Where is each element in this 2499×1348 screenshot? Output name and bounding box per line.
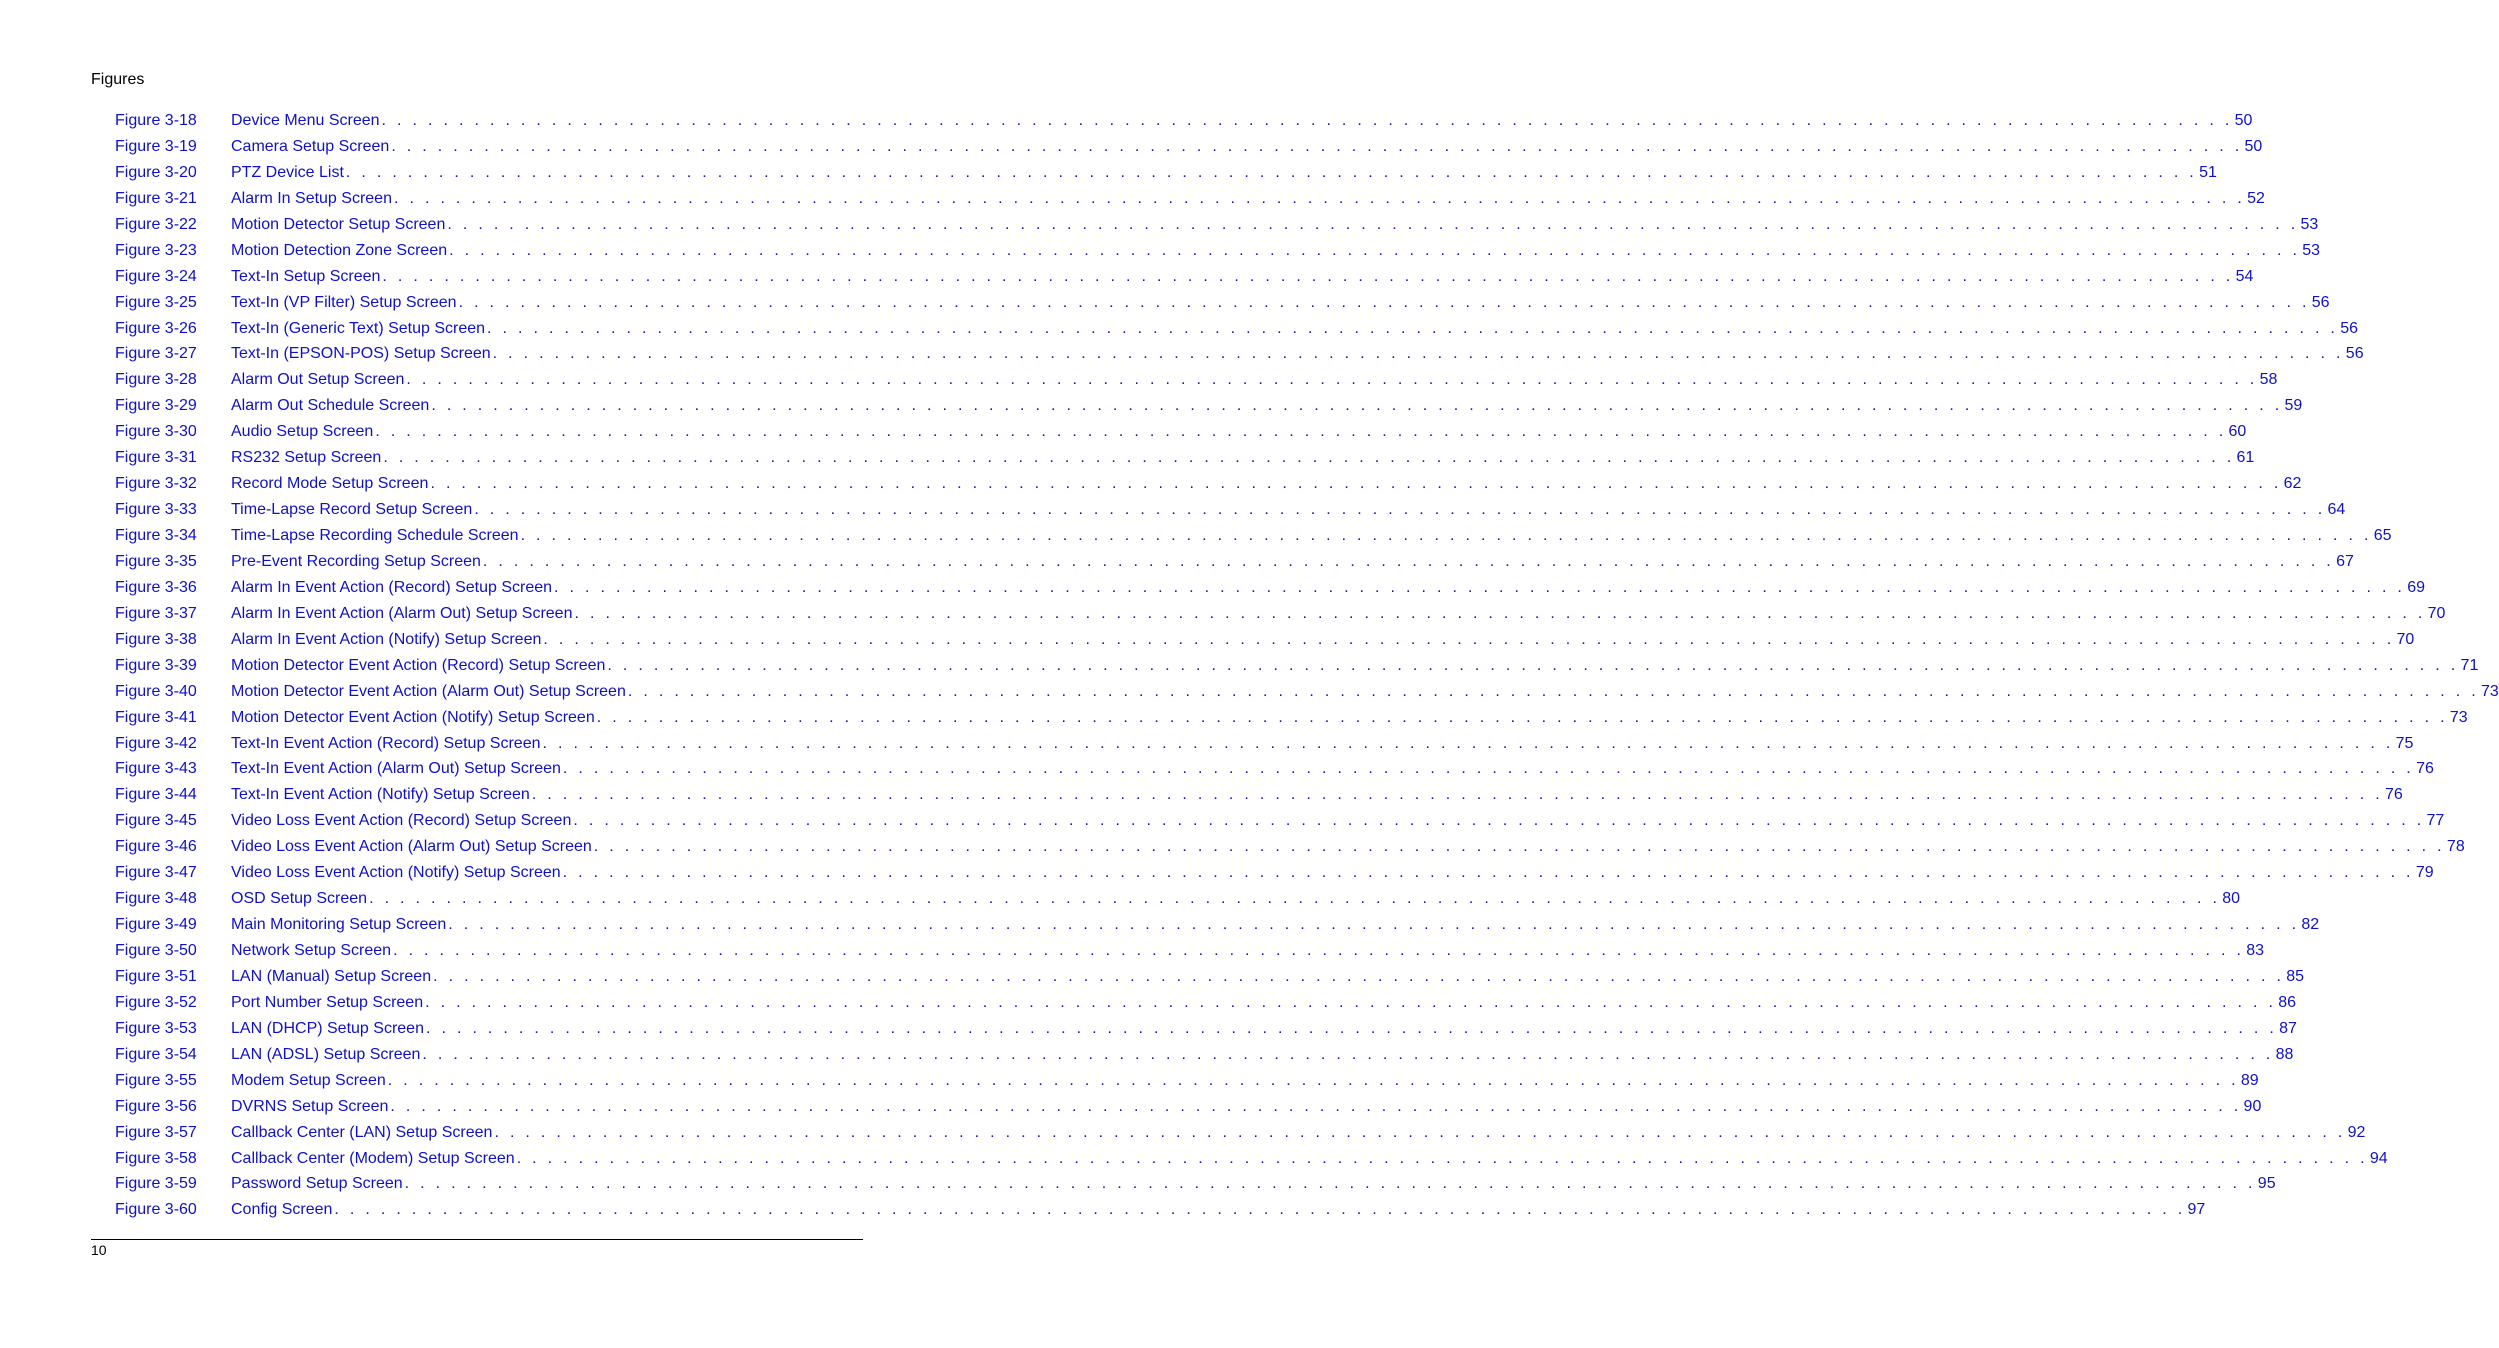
dot-leader: . . . . . . . . . . . . . . . . . . . . . . . . . . . . . . . . . . . . . . . . . . . . . . . . . . . . . . . . . . . . . . . . . . . . . . . . . . . . . . . . . . . . . . . . . . . . . . . . . . . . . . . . . . . . . . . . . . . . . . . . bbox=[627, 682, 2479, 700]
figure-page-number[interactable]: 75 bbox=[2395, 734, 2414, 752]
figure-entry[interactable] bbox=[115, 812, 2445, 838]
figure-number[interactable]: Figure 3-26 bbox=[115, 319, 197, 337]
figure-title-link[interactable]: Text-In (VP Filter) Setup Screen bbox=[231, 293, 457, 311]
figure-title-link[interactable]: Callback Center (LAN) Setup Screen bbox=[231, 1123, 493, 1141]
figure-list bbox=[115, 112, 2499, 1227]
figure-entry[interactable] bbox=[115, 786, 2403, 812]
figure-number[interactable]: Figure 3-50 bbox=[115, 942, 197, 959]
figure-number[interactable]: Figure 3-55 bbox=[115, 1071, 197, 1089]
figure-page-number[interactable]: 97 bbox=[2187, 1201, 2206, 1219]
figure-number[interactable]: Figure 3-34 bbox=[115, 527, 197, 544]
figure-title-link[interactable]: Alarm Out Setup Screen bbox=[231, 371, 405, 389]
figure-page-number[interactable]: 77 bbox=[2426, 812, 2445, 830]
figure-number[interactable]: Figure 3-45 bbox=[115, 812, 197, 830]
figure-entry[interactable] bbox=[115, 319, 2358, 346]
figure-title-link[interactable]: LAN (ADSL) Setup Screen bbox=[231, 1045, 421, 1063]
figure-number[interactable]: Figure 3-49 bbox=[115, 916, 197, 934]
figure-number[interactable]: Figure 3-32 bbox=[115, 475, 197, 493]
dot-leader: . . . . . . . . . . . . . . . . . . . . . . . . . . . . . . . . . . . . . . . . . . . . . . . . . . . . . . . . . . . . . . . . . . . . . . . . . . . . . . . . . . . . . . . . . . . . . . . . . . . . . . . . . . . . . . . . . . . . . . . . bbox=[562, 864, 2414, 882]
figure-page-number[interactable]: 60 bbox=[2228, 423, 2247, 441]
figure-title-link[interactable]: Video Loss Event Action (Record) Setup Screen bbox=[231, 812, 572, 830]
dot-leader: . . . . . . . . . . . . . . . . . . . . . . . . . . . . . . . . . . . . . . . . . . . . . . . . . . . . . . . . . . . . . . . . . . . . . . . . . . . . . . . . . . . . . . . . . . . . . . . . . . . . . . . . . . . . . . . . . . . . . . . . bbox=[375, 423, 2227, 441]
dot-leader: . . . . . . . . . . . . . . . . . . . . . . . . . . . . . . . . . . . . . . . . . . . . . . . . . . . . . . . . . . . . . . . . . . . . . . . . . . . . . . . . . . . . . . . . . . . . . . . . . . . . . . . . . . . . . . . . . . . . . . . . bbox=[391, 137, 2243, 155]
dot-leader: . . . . . . . . . . . . . . . . . . . . . . . . . . . . . . . . . . . . . . . . . . . . . . . . . . . . . . . . . . . . . . . . . . . . . . . . . . . . . . . . . . . . . . . . . . . . . . . . . . . . . . . . . . . . . . . . . . . . . . . . bbox=[596, 708, 2448, 726]
figure-page-number[interactable]: 85 bbox=[2286, 967, 2305, 985]
figure-page-number[interactable]: 50 bbox=[2234, 112, 2253, 129]
dot-leader: . . . . . . . . . . . . . . . . . . . . . . . . . . . . . . . . . . . . . . . . . . . . . . . . . . . . . . . . . . . . . . . . . . . . . . . . . . . . . . . . . . . . . . . . . . . . . . . . . . . . . . . . . . . . . . . . . . . . . . . . bbox=[447, 215, 2299, 233]
figure-number[interactable]: Figure 3-57 bbox=[115, 1123, 197, 1141]
dot-leader: . . . . . . . . . . . . . . . . . . . . . . . . . . . . . . . . . . . . . . . . . . . . . . . . . . . . . . . . . . . . . . . . . . . . . . . . . . . . . . . . . . . . . . . . . . . . . . . . . . . . . . . . . . . . . . . . . . . . . . . . bbox=[554, 578, 2406, 596]
figure-number[interactable]: Figure 3-60 bbox=[115, 1201, 197, 1219]
dot-leader: . . . . . . . . . . . . . . . . . . . . . . . . . . . . . . . . . . . . . . . . . . . . . . . . . . . . . . . . . . . . . . . . . . . . . . . . . . . . . . . . . . . . . . . . . . . . . . . . . . . . . . . . . . . . . . . . . . . . . . . . bbox=[531, 786, 2383, 804]
dot-leader: . . . . . . . . . . . . . . . . . . . . . . . . . . . . . . . . . . . . . . . . . . . . . . . . . . . . . . . . . . . . . . . . . . . . . . . . . . . . . . . . . . . . . . . . . . . . . . . . . . . . . . . . . . . . . . . . . . . . . . . . bbox=[573, 812, 2425, 830]
figure-title-link[interactable]: Record Mode Setup Screen bbox=[231, 475, 429, 493]
figure-title-link[interactable]: DVRNS Setup Screen bbox=[231, 1097, 389, 1115]
dot-leader: . . . . . . . . . . . . . . . . . . . . . . . . . . . . . . . . . . . . . . . . . . . . . . . . . . . . . . . . . . . . . . . . . . . . . . . . . . . . . . . . . . . . . . . . . . . . . . . . . . . . . . . . . . . . . . . . . . . . . . . . bbox=[593, 838, 2445, 856]
figure-page-number[interactable]: 65 bbox=[2373, 527, 2392, 544]
figure-entry[interactable] bbox=[115, 578, 2425, 605]
figure-title-link[interactable]: Text-In (EPSON-POS) Setup Screen bbox=[231, 345, 491, 363]
dot-leader: . . . . . . . . . . . . . . . . . . . . . . . . . . . . . . . . . . . . . . . . . . . . . . . . . . . . . . . . . . . . . . . . . . . . . . . . . . . . . . . . . . . . . . . . . . . . . . . . . . . . . . . . . . . . . . . . . . . . . . . . bbox=[382, 267, 2234, 285]
figure-page-number[interactable]: 62 bbox=[2283, 475, 2302, 493]
figure-page-number[interactable]: 71 bbox=[2460, 656, 2479, 674]
figure-number[interactable]: Figure 3-52 bbox=[115, 993, 197, 1011]
figure-page-number[interactable]: 58 bbox=[2259, 371, 2278, 389]
figure-title-link[interactable]: PTZ Device List bbox=[231, 163, 344, 181]
dot-leader: . . . . . . . . . . . . . . . . . . . . . . . . . . . . . . . . . . . . . . . . . . . . . . . . . . . . . . . . . . . . . . . . . . . . . . . . . . . . . . . . . . . . . . . . . . . . . . . . . . . . . . . . . . . . . . . . . . . . . . . . bbox=[425, 1019, 2278, 1037]
figure-number[interactable]: Figure 3-58 bbox=[115, 1149, 197, 1167]
figure-entry[interactable] bbox=[115, 942, 2265, 968]
figure-page-number[interactable]: 70 bbox=[2396, 630, 2415, 648]
figure-entry[interactable] bbox=[115, 630, 2415, 657]
dot-leader: . . . . . . . . . . . . . . . . . . . . . . . . . . . . . . . . . . . . . . . . . . . . . . . . . . . . . . . . . . . . . . . . . . . . . . . . . . . . . . . . . . . . . . . . . . . . . . . . . . . . . . . . . . . . . . . . . . . . . . . . bbox=[458, 293, 2310, 311]
dot-leader: . . . . . . . . . . . . . . . . . . . . . . . . . . . . . . . . . . . . . . . . . . . . . . . . . . . . . . . . . . . . . . . . . . . . . . . . . . . . . . . . . . . . . . . . . . . . . . . . . . . . . . . . . . . . . . . . . . . . . . . . bbox=[607, 656, 2459, 674]
figure-page-number[interactable]: 76 bbox=[2416, 760, 2434, 778]
figure-entry[interactable] bbox=[115, 267, 2254, 294]
figure-number[interactable]: Figure 3-18 bbox=[115, 112, 197, 129]
figure-title-link[interactable]: Alarm In Event Action (Notify) Setup Screen bbox=[231, 630, 542, 648]
figure-title-link[interactable]: Motion Detector Event Action (Notify) Setup Screen bbox=[231, 708, 595, 726]
figure-entry[interactable] bbox=[115, 604, 2446, 631]
figure-number[interactable]: Figure 3-48 bbox=[115, 890, 197, 908]
figure-page-number[interactable]: 64 bbox=[2327, 501, 2346, 519]
figure-title-link[interactable]: Text-In Event Action (Record) Setup Screen bbox=[231, 734, 541, 752]
figure-number[interactable]: Figure 3-36 bbox=[115, 578, 197, 596]
figure-entry[interactable] bbox=[115, 293, 2330, 320]
figure-title-link[interactable]: Pre-Event Recording Setup Screen bbox=[231, 552, 481, 570]
figure-number[interactable]: Figure 3-39 bbox=[115, 656, 197, 674]
figure-entry[interactable] bbox=[115, 967, 2305, 994]
figure-number[interactable]: Figure 3-22 bbox=[115, 215, 197, 233]
figure-entry[interactable] bbox=[115, 552, 2354, 579]
figure-page-number[interactable]: 82 bbox=[2301, 916, 2320, 934]
figure-title-link[interactable]: Motion Detector Event Action (Alarm Out) Setup Screen bbox=[231, 682, 626, 700]
figure-number[interactable]: Figure 3-28 bbox=[115, 371, 197, 389]
figure-number[interactable]: Figure 3-59 bbox=[115, 1175, 197, 1193]
dot-leader: . . . . . . . . . . . . . . . . . . . . . . . . . . . . . . . . . . . . . . . . . . . . . . . . . . . . . . . . . . . . . . . . . . . . . . . . . . . . . . . . . . . . . . . . . . . . . . . . . . . . . . . . . . . . . . . . . . . . . . . . bbox=[345, 163, 2198, 181]
figure-entry[interactable] bbox=[115, 1149, 2388, 1176]
figure-number[interactable]: Figure 3-20 bbox=[115, 163, 197, 181]
dot-leader: . . . . . . . . . . . . . . . . . . . . . . . . . . . . . . . . . . . . . . . . . . . . . . . . . . . . . . . . . . . . . . . . . . . . . . . . . . . . . . . . . . . . . . . . . . . . . . . . . . . . . . . . . . . . . . . . . . . . . . . . bbox=[449, 241, 2301, 259]
figure-page-number[interactable]: 86 bbox=[2278, 993, 2297, 1011]
figure-page-number[interactable]: 56 bbox=[2311, 293, 2330, 311]
figure-page-number[interactable]: 94 bbox=[2369, 1149, 2388, 1167]
figure-number[interactable]: Figure 3-51 bbox=[115, 967, 197, 985]
figure-page-number[interactable]: 83 bbox=[2246, 942, 2265, 959]
figure-title-link[interactable]: LAN (Manual) Setup Screen bbox=[231, 967, 432, 985]
figure-page-number[interactable]: 90 bbox=[2243, 1097, 2262, 1115]
figure-entry[interactable] bbox=[115, 1201, 2206, 1227]
figure-entry[interactable] bbox=[115, 397, 2303, 423]
figure-number[interactable]: Figure 3-29 bbox=[115, 397, 197, 415]
figure-title-link[interactable]: Device Menu Screen bbox=[231, 112, 380, 129]
figure-page-number[interactable]: 51 bbox=[2199, 163, 2217, 181]
dot-leader: . . . . . . . . . . . . . . . . . . . . . . . . . . . . . . . . . . . . . . . . . . . . . . . . . . . . . . . . . . . . . . . . . . . . . . . . . . . . . . . . . . . . . . . . . . . . . . . . . . . . . . . . . . . . . . . . . . . . . . . . bbox=[433, 967, 2285, 985]
figure-title-link[interactable]: Modem Setup Screen bbox=[231, 1071, 386, 1089]
figure-entry[interactable] bbox=[115, 1123, 2366, 1150]
figure-page-number[interactable]: 92 bbox=[2347, 1123, 2366, 1141]
dot-leader: . . . . . . . . . . . . . . . . . . . . . . . . . . . . . . . . . . . . . . . . . . . . . . . . . . . . . . . . . . . . . . . . . . . . . . . . . . . . . . . . . . . . . . . . . . . . . . . . . . . . . . . . . . . . . . . . . . . . . . . . bbox=[390, 1097, 2242, 1115]
figure-entry[interactable] bbox=[115, 501, 2346, 527]
dot-leader: . . . . . . . . . . . . . . . . . . . . . . . . . . . . . . . . . . . . . . . . . . . . . . . . . . . . . . . . . . . . . . . . . . . . . . . . . . . . . . . . . . . . . . . . . . . . . . . . . . . . . . . . . . . . . . . . . . . . . . . . bbox=[474, 501, 2326, 519]
figure-title-link[interactable]: Time-Lapse Record Setup Screen bbox=[231, 501, 473, 519]
figure-number[interactable]: Figure 3-25 bbox=[115, 293, 197, 311]
figure-title-link[interactable]: Motion Detection Zone Screen bbox=[231, 241, 448, 259]
footer-divider bbox=[91, 1239, 863, 1240]
figure-entry[interactable] bbox=[115, 993, 2297, 1020]
figure-title-link[interactable]: Text-In Event Action (Notify) Setup Screen bbox=[231, 786, 530, 804]
figure-number[interactable]: Figure 3-54 bbox=[115, 1045, 197, 1063]
dot-leader: . . . . . . . . . . . . . . . . . . . . . . . . . . . . . . . . . . . . . . . . . . . . . . . . . . . . . . . . . . . . . . . . . . . . . . . . . . . . . . . . . . . . . . . . . . . . . . . . . . . . . . . . . . . . . . . . . . . . . . . . bbox=[431, 397, 2283, 415]
figure-entry[interactable] bbox=[115, 112, 2253, 138]
dot-leader: . . . . . . . . . . . . . . . . . . . . . . . . . . . . . . . . . . . . . . . . . . . . . . . . . . . . . . . . . . . . . . . . . . . . . . . . . . . . . . . . . . . . . . . . . . . . . . . . . . . . . . . . . . . . . . . . . . . . . . . . bbox=[562, 760, 2415, 778]
figure-entry[interactable] bbox=[115, 189, 2265, 216]
figure-page-number[interactable]: 76 bbox=[2384, 786, 2403, 804]
figure-entry[interactable] bbox=[115, 916, 2320, 942]
figure-title-link[interactable]: Callback Center (Modem) Setup Screen bbox=[231, 1149, 515, 1167]
figure-title-link[interactable]: Motion Detector Setup Screen bbox=[231, 215, 446, 233]
figure-title-link[interactable]: Camera Setup Screen bbox=[231, 137, 390, 155]
figure-number[interactable]: Figure 3-35 bbox=[115, 552, 197, 570]
figure-entry[interactable] bbox=[115, 1175, 2276, 1201]
figure-title-link[interactable]: Text-In (Generic Text) Setup Screen bbox=[231, 319, 486, 337]
figure-number[interactable]: Figure 3-42 bbox=[115, 734, 197, 752]
figure-entry[interactable] bbox=[115, 708, 2468, 735]
figure-number[interactable]: Figure 3-31 bbox=[115, 449, 197, 467]
dot-leader: . . . . . . . . . . . . . . . . . . . . . . . . . . . . . . . . . . . . . . . . . . . . . . . . . . . . . . . . . . . . . . . . . . . . . . . . . . . . . . . . . . . . . . . . . . . . . . . . . . . . . . . . . . . . . . . . . . . . . . . . bbox=[574, 604, 2426, 622]
figure-page-number[interactable]: 53 bbox=[2300, 215, 2319, 233]
figure-page-number[interactable]: 67 bbox=[2336, 552, 2354, 570]
figure-title-link[interactable]: RS232 Setup Screen bbox=[231, 449, 382, 467]
dot-leader: . . . . . . . . . . . . . . . . . . . . . . . . . . . . . . . . . . . . . . . . . . . . . . . . . . . . . . . . . . . . . . . . . . . . . . . . . . . . . . . . . . . . . . . . . . . . . . . . . . . . . . . . . . . . . . . . . . . . . . . . bbox=[387, 1071, 2239, 1089]
figure-page-number[interactable]: 73 bbox=[2480, 682, 2499, 700]
figure-number[interactable]: Figure 3-41 bbox=[115, 708, 197, 726]
dot-leader: . . . . . . . . . . . . . . . . . . . . . . . . . . . . . . . . . . . . . . . . . . . . . . . . . . . . . . . . . . . . . . . . . . . . . . . . . . . . . . . . . . . . . . . . . . . . . . . . . . . . . . . . . . . . . . . . . . . . . . . . bbox=[404, 1175, 2256, 1193]
figure-entry[interactable] bbox=[115, 215, 2319, 242]
figure-number[interactable]: Figure 3-40 bbox=[115, 682, 197, 700]
figure-entry[interactable] bbox=[115, 163, 2217, 190]
figure-title-link[interactable]: Alarm Out Schedule Screen bbox=[231, 397, 430, 415]
figure-number[interactable]: Figure 3-44 bbox=[115, 786, 197, 804]
figure-title-link[interactable]: Config Screen bbox=[231, 1201, 333, 1219]
dot-leader: . . . . . . . . . . . . . . . . . . . . . . . . . . . . . . . . . . . . . . . . . . . . . . . . . . . . . . . . . . . . . . . . . . . . . . . . . . . . . . . . . . . . . . . . . . . . . . . . . . . . . . . . . . . . . . . . . . . . . . . . bbox=[393, 942, 2245, 959]
dot-leader: . . . . . . . . . . . . . . . . . . . . . . . . . . . . . . . . . . . . . . . . . . . . . . . . . . . . . . . . . . . . . . . . . . . . . . . . . . . . . . . . . . . . . . . . . . . . . . . . . . . . . . . . . . . . . . . . . . . . . . . . bbox=[492, 345, 2344, 363]
figure-title-link[interactable]: Audio Setup Screen bbox=[231, 423, 374, 441]
figure-title-link[interactable]: Video Loss Event Action (Notify) Setup Screen bbox=[231, 864, 561, 882]
figure-title-link[interactable]: LAN (DHCP) Setup Screen bbox=[231, 1019, 424, 1037]
figure-page-number[interactable]: 73 bbox=[2449, 708, 2468, 726]
figure-number[interactable]: Figure 3-21 bbox=[115, 189, 197, 207]
dot-leader: . . . . . . . . . . . . . . . . . . . . . . . . . . . . . . . . . . . . . . . . . . . . . . . . . . . . . . . . . . . . . . . . . . . . . . . . . . . . . . . . . . . . . . . . . . . . . . . . . . . . . . . . . . . . . . . . . . . . . . . . bbox=[430, 475, 2282, 493]
figure-entry[interactable] bbox=[115, 345, 2364, 371]
dot-leader: . . . . . . . . . . . . . . . . . . . . . . . . . . . . . . . . . . . . . . . . . . . . . . . . . . . . . . . . . . . . . . . . . . . . . . . . . . . . . . . . . . . . . . . . . . . . . . . . . . . . . . . . . . . . . . . . . . . . . . . . bbox=[383, 449, 2235, 467]
figure-entry[interactable] bbox=[115, 1045, 2294, 1072]
figure-title-link[interactable]: Alarm In Setup Screen bbox=[231, 189, 392, 207]
figure-title-link[interactable]: Network Setup Screen bbox=[231, 942, 392, 959]
figure-page-number[interactable]: 78 bbox=[2446, 838, 2465, 856]
dot-leader: . . . . . . . . . . . . . . . . . . . . . . . . . . . . . . . . . . . . . . . . . . . . . . . . . . . . . . . . . . . . . . . . . . . . . . . . . . . . . . . . . . . . . . . . . . . . . . . . . . . . . . . . . . . . . . . . . . . . . . . . bbox=[393, 189, 2246, 207]
page-number: 10 bbox=[91, 1242, 107, 1258]
figure-entry[interactable] bbox=[115, 734, 2414, 761]
figure-number[interactable]: Figure 3-19 bbox=[115, 137, 197, 155]
dot-leader: . . . . . . . . . . . . . . . . . . . . . . . . . . . . . . . . . . . . . . . . . . . . . . . . . . . . . . . . . . . . . . . . . . . . . . . . . . . . . . . . . . . . . . . . . . . . . . . . . . . . . . . . . . . . . . . . . . . . . . . . bbox=[422, 1045, 2274, 1063]
dot-leader: . . . . . . . . . . . . . . . . . . . . . . . . . . . . . . . . . . . . . . . . . . . . . . . . . . . . . . . . . . . . . . . . . . . . . . . . . . . . . . . . . . . . . . . . . . . . . . . . . . . . . . . . . . . . . . . . . . . . . . . . bbox=[543, 630, 2395, 648]
figure-entry[interactable] bbox=[115, 1019, 2297, 1046]
figure-page-number[interactable]: 87 bbox=[2279, 1019, 2297, 1037]
figure-entry[interactable] bbox=[115, 890, 2241, 916]
figure-page-number[interactable]: 61 bbox=[2236, 449, 2255, 467]
figure-title-link[interactable]: Password Setup Screen bbox=[231, 1175, 403, 1193]
figure-title-link[interactable]: Time-Lapse Recording Schedule Screen bbox=[231, 527, 519, 544]
figure-number[interactable]: Figure 3-56 bbox=[115, 1097, 197, 1115]
dot-leader: . . . . . . . . . . . . . . . . . . . . . . . . . . . . . . . . . . . . . . . . . . . . . . . . . . . . . . . . . . . . . . . . . . . . . . . . . . . . . . . . . . . . . . . . . . . . . . . . . . . . . . . . . . . . . . . . . . . . . . . . bbox=[487, 319, 2339, 337]
figure-number[interactable]: Figure 3-53 bbox=[115, 1019, 197, 1037]
figure-number[interactable]: Figure 3-46 bbox=[115, 838, 197, 856]
figure-title-link[interactable]: Port Number Setup Screen bbox=[231, 993, 424, 1011]
dot-leader: . . . . . . . . . . . . . . . . . . . . . . . . . . . . . . . . . . . . . . . . . . . . . . . . . . . . . . . . . . . . . . . . . . . . . . . . . . . . . . . . . . . . . . . . . . . . . . . . . . . . . . . . . . . . . . . . . . . . . . . . bbox=[520, 527, 2372, 544]
figure-title-link[interactable]: Alarm In Event Action (Record) Setup Screen bbox=[231, 578, 553, 596]
dot-leader: . . . . . . . . . . . . . . . . . . . . . . . . . . . . . . . . . . . . . . . . . . . . . . . . . . . . . . . . . . . . . . . . . . . . . . . . . . . . . . . . . . . . . . . . . . . . . . . . . . . . . . . . . . . . . . . . . . . . . . . . bbox=[448, 916, 2300, 934]
figure-page-number[interactable]: 56 bbox=[2340, 319, 2358, 337]
figure-title-link[interactable]: Alarm In Event Action (Alarm Out) Setup Screen bbox=[231, 604, 573, 622]
dot-leader: . . . . . . . . . . . . . . . . . . . . . . . . . . . . . . . . . . . . . . . . . . . . . . . . . . . . . . . . . . . . . . . . . . . . . . . . . . . . . . . . . . . . . . . . . . . . . . . . . . . . . . . . . . . . . . . . . . . . . . . . bbox=[381, 112, 2233, 129]
figure-number[interactable]: Figure 3-43 bbox=[115, 760, 197, 778]
figure-page-number[interactable]: 69 bbox=[2407, 578, 2425, 596]
figure-page-number[interactable]: 95 bbox=[2257, 1175, 2276, 1193]
figure-title-link[interactable]: Video Loss Event Action (Alarm Out) Setup Screen bbox=[231, 838, 592, 856]
dot-leader: . . . . . . . . . . . . . . . . . . . . . . . . . . . . . . . . . . . . . . . . . . . . . . . . . . . . . . . . . . . . . . . . . . . . . . . . . . . . . . . . . . . . . . . . . . . . . . . . . . . . . . . . . . . . . . . . . . . . . . . . bbox=[425, 993, 2277, 1011]
figure-entry[interactable] bbox=[115, 423, 2247, 449]
figure-page-number[interactable]: 59 bbox=[2284, 397, 2303, 415]
figure-entry[interactable] bbox=[115, 449, 2255, 475]
figure-page-number[interactable]: 50 bbox=[2244, 137, 2263, 155]
figure-title-link[interactable]: Text-In Setup Screen bbox=[231, 267, 381, 285]
figure-entry[interactable] bbox=[115, 1071, 2259, 1098]
figure-page-number[interactable]: 80 bbox=[2222, 890, 2241, 908]
figure-number[interactable]: Figure 3-47 bbox=[115, 864, 197, 882]
figure-entry[interactable] bbox=[115, 475, 2302, 501]
figure-page-number[interactable]: 56 bbox=[2345, 345, 2364, 363]
figure-number[interactable]: Figure 3-30 bbox=[115, 423, 197, 441]
figure-entry[interactable] bbox=[115, 682, 2499, 709]
figure-entry[interactable] bbox=[115, 760, 2434, 786]
figure-entry[interactable] bbox=[115, 137, 2263, 164]
figure-page-number[interactable]: 54 bbox=[2235, 267, 2254, 285]
figure-page-number[interactable]: 89 bbox=[2240, 1071, 2259, 1089]
figure-entry[interactable] bbox=[115, 371, 2278, 397]
dot-leader: . . . . . . . . . . . . . . . . . . . . . . . . . . . . . . . . . . . . . . . . . . . . . . . . . . . . . . . . . . . . . . . . . . . . . . . . . . . . . . . . . . . . . . . . . . . . . . . . . . . . . . . . . . . . . . . . . . . . . . . . bbox=[482, 552, 2335, 570]
figure-number[interactable]: Figure 3-23 bbox=[115, 241, 197, 259]
figure-entry[interactable] bbox=[115, 241, 2321, 268]
figure-number[interactable]: Figure 3-24 bbox=[115, 267, 197, 285]
dot-leader: . . . . . . . . . . . . . . . . . . . . . . . . . . . . . . . . . . . . . . . . . . . . . . . . . . . . . . . . . . . . . . . . . . . . . . . . . . . . . . . . . . . . . . . . . . . . . . . . . . . . . . . . . . . . . . . . . . . . . . . . bbox=[494, 1123, 2346, 1141]
figure-entry[interactable] bbox=[115, 1097, 2262, 1124]
figure-title-link[interactable]: Text-In Event Action (Alarm Out) Setup Screen bbox=[231, 760, 561, 778]
figure-title-link[interactable]: Motion Detector Event Action (Record) Setup Screen bbox=[231, 656, 606, 674]
figure-number[interactable]: Figure 3-33 bbox=[115, 501, 197, 519]
dot-leader: . . . . . . . . . . . . . . . . . . . . . . . . . . . . . . . . . . . . . . . . . . . . . . . . . . . . . . . . . . . . . . . . . . . . . . . . . . . . . . . . . . . . . . . . . . . . . . . . . . . . . . . . . . . . . . . . . . . . . . . . bbox=[369, 890, 2221, 908]
figure-title-link[interactable]: Main Monitoring Setup Screen bbox=[231, 916, 447, 934]
dot-leader: . . . . . . . . . . . . . . . . . . . . . . . . . . . . . . . . . . . . . . . . . . . . . . . . . . . . . . . . . . . . . . . . . . . . . . . . . . . . . . . . . . . . . . . . . . . . . . . . . . . . . . . . . . . . . . . . . . . . . . . . bbox=[542, 734, 2394, 752]
dot-leader: . . . . . . . . . . . . . . . . . . . . . . . . . . . . . . . . . . . . . . . . . . . . . . . . . . . . . . . . . . . . . . . . . . . . . . . . . . . . . . . . . . . . . . . . . . . . . . . . . . . . . . . . . . . . . . . . . . . . . . . . bbox=[516, 1149, 2368, 1167]
figure-entry[interactable] bbox=[115, 527, 2392, 553]
figure-page-number[interactable]: 88 bbox=[2275, 1045, 2294, 1063]
figure-page-number[interactable]: 79 bbox=[2415, 864, 2434, 882]
figure-number[interactable]: Figure 3-27 bbox=[115, 345, 197, 363]
section-title: Figures bbox=[91, 71, 145, 88]
dot-leader: . . . . . . . . . . . . . . . . . . . . . . . . . . . . . . . . . . . . . . . . . . . . . . . . . . . . . . . . . . . . . . . . . . . . . . . . . . . . . . . . . . . . . . . . . . . . . . . . . . . . . . . . . . . . . . . . . . . . . . . . bbox=[406, 371, 2258, 389]
figure-page-number[interactable]: 52 bbox=[2247, 189, 2265, 207]
figure-number[interactable]: Figure 3-37 bbox=[115, 604, 197, 622]
figure-entry[interactable] bbox=[115, 838, 2465, 864]
figure-entry[interactable] bbox=[115, 656, 2479, 683]
figure-page-number[interactable]: 70 bbox=[2427, 604, 2446, 622]
figure-entry[interactable] bbox=[115, 864, 2434, 890]
dot-leader: . . . . . . . . . . . . . . . . . . . . . . . . . . . . . . . . . . . . . . . . . . . . . . . . . . . . . . . . . . . . . . . . . . . . . . . . . . . . . . . . . . . . . . . . . . . . . . . . . . . . . . . . . . . . . . . . . . . . . . . . bbox=[334, 1201, 2186, 1219]
figure-page-number[interactable]: 53 bbox=[2302, 241, 2321, 259]
figure-title-link[interactable]: OSD Setup Screen bbox=[231, 890, 368, 908]
figure-number[interactable]: Figure 3-38 bbox=[115, 630, 197, 648]
